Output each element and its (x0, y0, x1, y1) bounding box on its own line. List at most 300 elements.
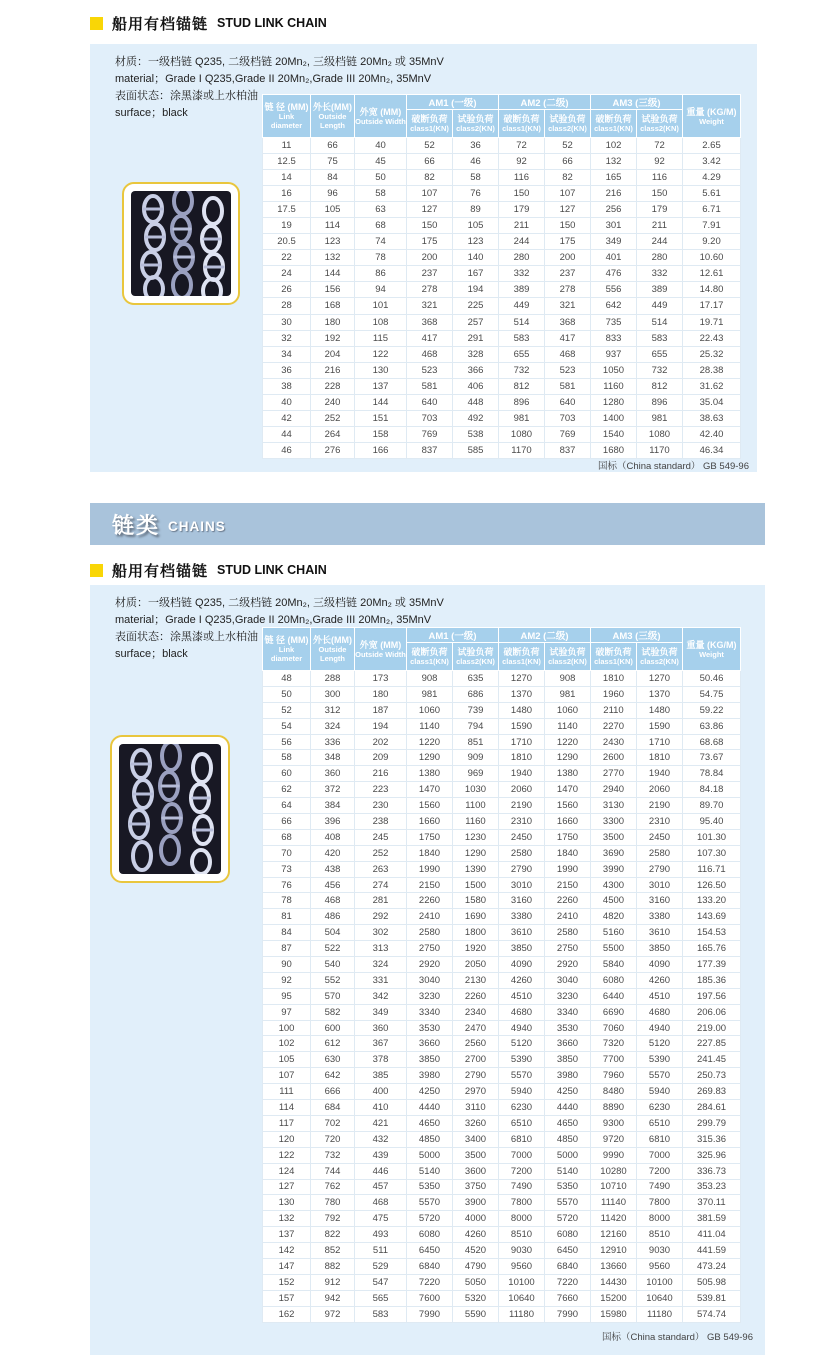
stud-link-chain-photo (131, 191, 231, 296)
table-cell: 63.86 (683, 718, 741, 734)
table-row (263, 798, 741, 814)
table-cell: 514 (499, 314, 545, 330)
table-cell: 2750 (407, 941, 453, 957)
table-cell: 1060 (407, 702, 453, 718)
table-cell: 1540 (591, 426, 637, 442)
table-cell: 896 (499, 394, 545, 410)
table-cell: 60 (263, 766, 311, 782)
table-cell: 200 (545, 250, 591, 266)
table-cell: 107 (407, 186, 453, 202)
table-cell: 84.18 (683, 782, 741, 798)
table1-body (263, 138, 741, 459)
table-cell: 3610 (499, 925, 545, 941)
table-cell: 812 (637, 378, 683, 394)
table-cell: 942 (311, 1290, 355, 1306)
table-cell: 5350 (545, 1179, 591, 1195)
table-cell: 457 (355, 1179, 407, 1195)
table-row (263, 734, 741, 750)
table-cell: 1840 (545, 845, 591, 861)
table-cell: 5570 (499, 1068, 545, 1084)
table-cell: 8000 (499, 1211, 545, 1227)
table-cell: 52 (407, 138, 453, 154)
table-cell: 1940 (637, 766, 683, 782)
section2-panel (90, 585, 765, 1355)
table-cell: 42 (263, 410, 311, 426)
table-cell: 4500 (591, 893, 637, 909)
table-cell: 111 (263, 1084, 311, 1100)
table-cell: 328 (453, 346, 499, 362)
table-cell: 1750 (407, 829, 453, 845)
table-cell: 56 (263, 734, 311, 750)
table-cell: 132 (263, 1211, 311, 1227)
table-cell: 154.53 (683, 925, 741, 941)
table-row (263, 218, 741, 234)
table-cell: 142 (263, 1243, 311, 1259)
table-cell: 78 (355, 250, 407, 266)
table-cell: 732 (311, 1147, 355, 1163)
table-cell: 6690 (591, 1004, 637, 1020)
table-cell: 2060 (637, 782, 683, 798)
table-cell: 1580 (453, 893, 499, 909)
table-cell: 150 (545, 218, 591, 234)
table-cell: 237 (407, 266, 453, 282)
table-cell: 87 (263, 941, 311, 957)
table-cell: 1270 (637, 671, 683, 687)
table-cell: 3660 (407, 1036, 453, 1052)
table-cell: 116 (637, 170, 683, 186)
table-row (263, 972, 741, 988)
table-cell: 292 (355, 909, 407, 925)
table-cell: 3110 (453, 1100, 499, 1116)
table-cell: 211 (499, 218, 545, 234)
table-row (263, 829, 741, 845)
col-am1-breaking: 破断负荷 class1(KN) (407, 110, 453, 138)
table-cell: 2940 (591, 782, 637, 798)
table-cell: 4820 (591, 909, 637, 925)
table-cell: 7800 (637, 1195, 683, 1211)
table-cell: 1170 (637, 442, 683, 458)
table-cell: 107.30 (683, 845, 741, 861)
table-cell: 1480 (499, 702, 545, 718)
table-cell: 2920 (545, 957, 591, 973)
table-cell: 4520 (453, 1243, 499, 1259)
table-cell: 1390 (453, 861, 499, 877)
table-cell: 244 (499, 234, 545, 250)
table-cell: 2260 (453, 988, 499, 1004)
table-cell: 732 (499, 362, 545, 378)
table-cell: 12910 (591, 1243, 637, 1259)
table-cell: 468 (407, 346, 453, 362)
table-cell: 1500 (453, 877, 499, 893)
table-cell: 81 (263, 909, 311, 925)
table-cell: 332 (499, 266, 545, 282)
spec-table-1 (262, 94, 741, 459)
section2-title-row (90, 561, 327, 579)
table-cell: 66 (311, 138, 355, 154)
col-am3-breaking: 破断负荷 class1(KN) (591, 110, 637, 138)
table-cell: 241.45 (683, 1052, 741, 1068)
table-cell: 7060 (591, 1020, 637, 1036)
table-cell: 1470 (407, 782, 453, 798)
table-row (263, 766, 741, 782)
table-cell: 216 (355, 766, 407, 782)
table-cell: 175 (545, 234, 591, 250)
table-cell: 58 (453, 170, 499, 186)
table-cell: 24 (263, 266, 311, 282)
table-row (263, 1100, 741, 1116)
table-cell: 6810 (637, 1131, 683, 1147)
table-cell: 421 (355, 1115, 407, 1131)
chain-photo-frame (110, 735, 230, 883)
table-cell: 384 (311, 798, 355, 814)
table-cell: 4440 (407, 1100, 453, 1116)
table-cell: 3160 (499, 893, 545, 909)
table-cell: 126.50 (683, 877, 741, 893)
table-row (263, 988, 741, 1004)
table-cell: 108 (355, 314, 407, 330)
table-cell: 206.06 (683, 1004, 741, 1020)
table-cell: 1170 (499, 442, 545, 458)
table-cell: 1750 (545, 829, 591, 845)
table-cell: 4260 (453, 1227, 499, 1243)
table-cell: 7800 (499, 1195, 545, 1211)
col-am3-breaking: 破断负荷 class1(KN) (591, 643, 637, 671)
table-cell: 40 (355, 138, 407, 154)
table-row (263, 893, 741, 909)
table-cell: 581 (545, 378, 591, 394)
table-cell: 420 (311, 845, 355, 861)
table-cell: 216 (591, 186, 637, 202)
table-cell: 8480 (591, 1084, 637, 1100)
table-cell: 7000 (637, 1147, 683, 1163)
col-weight: 重量 (KG/M) Weight (683, 628, 741, 671)
table-cell: 1660 (545, 814, 591, 830)
table-row (263, 702, 741, 718)
table-cell: 1400 (591, 410, 637, 426)
table-cell: 411.04 (683, 1227, 741, 1243)
table-cell: 228 (311, 378, 355, 394)
table-row (263, 1131, 741, 1147)
table-cell: 3900 (453, 1195, 499, 1211)
table-cell: 50 (355, 170, 407, 186)
table-cell: 82 (545, 170, 591, 186)
table-cell: 348 (311, 750, 355, 766)
table-cell: 3400 (453, 1131, 499, 1147)
table-row (263, 1084, 741, 1100)
table-row (263, 877, 741, 893)
table-cell: 17.5 (263, 202, 311, 218)
table-cell: 3010 (637, 877, 683, 893)
table-cell: 175 (407, 234, 453, 250)
table-cell: 6840 (407, 1258, 453, 1274)
table-cell: 9030 (499, 1243, 545, 1259)
table-cell: 151 (355, 410, 407, 426)
table-cell: 6450 (545, 1243, 591, 1259)
table-cell: 46 (263, 442, 311, 458)
table-cell: 792 (311, 1211, 355, 1227)
table-cell: 2450 (637, 829, 683, 845)
table-cell: 780 (311, 1195, 355, 1211)
table-cell: 1920 (453, 941, 499, 957)
table-cell: 70 (263, 845, 311, 861)
table-cell: 1960 (591, 686, 637, 702)
table-cell: 38 (263, 378, 311, 394)
table-cell: 9560 (637, 1258, 683, 1274)
table-cell: 58 (355, 186, 407, 202)
section1-panel (90, 44, 757, 472)
table-cell: 2150 (545, 877, 591, 893)
table-cell: 3010 (499, 877, 545, 893)
table-cell: 4650 (407, 1115, 453, 1131)
table-cell: 1050 (591, 362, 637, 378)
table-row (263, 1036, 741, 1052)
table-cell: 981 (407, 686, 453, 702)
table-row (263, 1004, 741, 1020)
table-row (263, 314, 741, 330)
table-cell: 227.85 (683, 1036, 741, 1052)
table-cell: 92 (499, 154, 545, 170)
table-row (263, 394, 741, 410)
table-cell: 456 (311, 877, 355, 893)
table-cell: 7320 (591, 1036, 637, 1052)
table-cell: 100 (263, 1020, 311, 1036)
table-cell: 321 (545, 298, 591, 314)
table-cell: 1680 (591, 442, 637, 458)
col-am1-proof: 试验负荷 class2(KN) (453, 110, 499, 138)
table-cell: 165 (591, 170, 637, 186)
table-cell: 794 (453, 718, 499, 734)
table-cell: 3530 (407, 1020, 453, 1036)
table-cell: 2970 (453, 1084, 499, 1100)
table-cell: 1990 (407, 861, 453, 877)
table-cell: 124 (263, 1163, 311, 1179)
table-cell: 10.60 (683, 250, 741, 266)
table-cell: 10280 (591, 1163, 637, 1179)
table-cell: 336.73 (683, 1163, 741, 1179)
table-cell: 2770 (591, 766, 637, 782)
table-cell: 7990 (545, 1306, 591, 1322)
table-cell: 400 (355, 1084, 407, 1100)
table-cell: 2790 (453, 1068, 499, 1084)
surface-line-zh: 表面状态：涂黑漆或上水柏油 (115, 631, 258, 643)
table-cell: 66 (407, 154, 453, 170)
table-cell: 63 (355, 202, 407, 218)
table-cell: 389 (637, 282, 683, 298)
table-cell: 1290 (453, 845, 499, 861)
table-row (263, 1195, 741, 1211)
table-cell: 522 (311, 941, 355, 957)
table-cell: 1140 (545, 718, 591, 734)
table-cell: 1220 (407, 734, 453, 750)
table-cell: 167 (453, 266, 499, 282)
table-cell: 1370 (637, 686, 683, 702)
table-cell: 211 (637, 218, 683, 234)
table-cell: 635 (453, 671, 499, 687)
table-cell: 34 (263, 346, 311, 362)
table-cell: 511 (355, 1243, 407, 1259)
table-cell: 9720 (591, 1131, 637, 1147)
table-cell: 68 (263, 829, 311, 845)
table-cell: 230 (355, 798, 407, 814)
table-cell: 92 (637, 154, 683, 170)
table-cell: 539.81 (683, 1290, 741, 1306)
table-cell: 1710 (499, 734, 545, 750)
col-am3-proof: 试验负荷 class2(KN) (637, 643, 683, 671)
table-cell: 137 (263, 1227, 311, 1243)
table-cell: 981 (637, 410, 683, 426)
table-cell: 585 (453, 442, 499, 458)
table-cell: 3600 (453, 1163, 499, 1179)
material-line-zh: 材质：一级档链 Q235, 二级档链 20Mn₂, 三级档链 20Mn₂ 或 35MnV (115, 56, 444, 68)
table-cell: 4440 (545, 1100, 591, 1116)
table-cell: 370.11 (683, 1195, 741, 1211)
table-cell: 197.56 (683, 988, 741, 1004)
table-cell: 10640 (637, 1290, 683, 1306)
table-cell: 46 (453, 154, 499, 170)
table-cell: 89.70 (683, 798, 741, 814)
table-cell: 372 (311, 782, 355, 798)
col-group-am3: AM3 (三级) (591, 95, 683, 110)
table-cell: 2150 (407, 877, 453, 893)
table-cell: 54.75 (683, 686, 741, 702)
table-cell: 122 (263, 1147, 311, 1163)
table-cell: 127 (263, 1179, 311, 1195)
table-cell: 744 (311, 1163, 355, 1179)
table-cell: 78 (263, 893, 311, 909)
table-cell: 332 (637, 266, 683, 282)
col-am3-proof: 试验负荷 class2(KN) (637, 110, 683, 138)
table-cell: 105 (311, 202, 355, 218)
table-cell: 612 (311, 1036, 355, 1052)
table-cell: 143.69 (683, 909, 741, 925)
table-cell: 3260 (453, 1115, 499, 1131)
table-cell: 583 (637, 330, 683, 346)
table-cell: 12.5 (263, 154, 311, 170)
table-cell: 244 (637, 234, 683, 250)
table-cell: 95.40 (683, 814, 741, 830)
table-cell: 3850 (545, 1052, 591, 1068)
table-cell: 640 (545, 394, 591, 410)
table-cell: 321 (407, 298, 453, 314)
table-cell: 13660 (591, 1258, 637, 1274)
table-cell: 14.80 (683, 282, 741, 298)
table-cell: 11180 (499, 1306, 545, 1322)
table-cell: 105 (263, 1052, 311, 1068)
table-cell: 127 (407, 202, 453, 218)
material-line-en: material；Grade I Q235,Grade II 20Mn₂,Grade III 20Mn₂, 35MnV (115, 614, 432, 626)
table-cell: 5140 (545, 1163, 591, 1179)
table-cell: 574.74 (683, 1306, 741, 1322)
col-group-am1: AM1 (一级) (407, 628, 499, 643)
table-cell: 702 (311, 1115, 355, 1131)
table-cell: 1290 (407, 750, 453, 766)
yellow-square-bullet-icon (90, 564, 103, 577)
table-cell: 257 (453, 314, 499, 330)
table-cell: 324 (355, 957, 407, 973)
table-cell: 1220 (545, 734, 591, 750)
table-cell: 6510 (637, 1115, 683, 1131)
table-cell: 73.67 (683, 750, 741, 766)
table-row (263, 234, 741, 250)
table-cell: 5320 (453, 1290, 499, 1306)
table-cell: 92 (263, 972, 311, 988)
table-cell: 342 (355, 988, 407, 1004)
table-cell: 6840 (545, 1258, 591, 1274)
table-cell: 492 (453, 410, 499, 426)
table-cell: 655 (637, 346, 683, 362)
table-cell: 909 (453, 750, 499, 766)
table-cell: 3.42 (683, 154, 741, 170)
table-cell: 86 (355, 266, 407, 282)
table-cell: 5720 (407, 1211, 453, 1227)
table-cell: 331 (355, 972, 407, 988)
table-cell: 48 (263, 671, 311, 687)
table-cell: 6450 (407, 1243, 453, 1259)
table-cell: 9560 (499, 1258, 545, 1274)
table-cell: 908 (545, 671, 591, 687)
table-cell: 1080 (499, 426, 545, 442)
table-cell: 280 (637, 250, 683, 266)
table-cell: 6810 (499, 1131, 545, 1147)
table-cell: 4680 (637, 1004, 683, 1020)
table-cell: 739 (453, 702, 499, 718)
table-cell: 368 (407, 314, 453, 330)
table-cell: 2340 (453, 1004, 499, 1020)
table-row (263, 426, 741, 442)
col-group-am1: AM1 (一级) (407, 95, 499, 110)
table-cell: 150 (407, 218, 453, 234)
table-row (263, 154, 741, 170)
table-cell: 640 (407, 394, 453, 410)
table-cell: 1710 (637, 734, 683, 750)
table-cell: 735 (591, 314, 637, 330)
table-cell: 769 (545, 426, 591, 442)
table-cell: 505.98 (683, 1274, 741, 1290)
table-row (263, 282, 741, 298)
table-cell: 114 (263, 1100, 311, 1116)
table-row (263, 909, 741, 925)
table-cell: 281 (355, 893, 407, 909)
table-cell: 288 (311, 671, 355, 687)
table-cell: 385 (355, 1068, 407, 1084)
table-cell: 583 (355, 1306, 407, 1322)
table-cell: 1370 (499, 686, 545, 702)
table-cell: 5940 (637, 1084, 683, 1100)
table-cell: 225 (453, 298, 499, 314)
table-cell: 7220 (545, 1274, 591, 1290)
table-cell: 3340 (545, 1004, 591, 1020)
table-cell: 11140 (591, 1195, 637, 1211)
table-cell: 6080 (407, 1227, 453, 1243)
table-cell: 219.00 (683, 1020, 741, 1036)
table-cell: 5.61 (683, 186, 741, 202)
table-cell: 223 (355, 782, 407, 798)
table-cell: 177.39 (683, 957, 741, 973)
table-cell: 1810 (499, 750, 545, 766)
table-cell: 192 (311, 330, 355, 346)
table-cell: 12.61 (683, 266, 741, 282)
table-cell: 7490 (499, 1179, 545, 1195)
table-cell: 720 (311, 1131, 355, 1147)
table-cell: 11 (263, 138, 311, 154)
table-cell: 4510 (499, 988, 545, 1004)
table-cell: 162 (263, 1306, 311, 1322)
table-cell: 194 (355, 718, 407, 734)
table-cell: 117 (263, 1115, 311, 1131)
table-cell: 120 (263, 1131, 311, 1147)
table-cell: 3990 (591, 861, 637, 877)
standard-note: 国标（China standard） GB 549-96 (597, 461, 749, 472)
